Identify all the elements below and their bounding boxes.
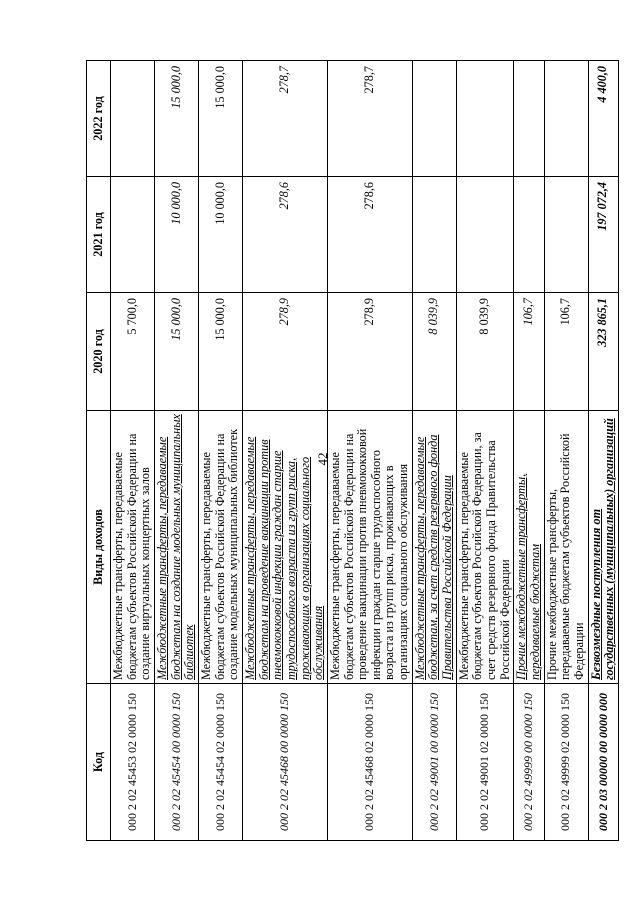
row-2021: [412, 177, 456, 293]
row-code: 000 2 02 49001 00 0000 150: [412, 684, 456, 841]
row-2021: 10 000,0: [154, 177, 198, 293]
row-2020: 278,9: [327, 293, 412, 411]
row-2020: 8 039,9: [456, 293, 514, 411]
row-2022: 15 000,0: [198, 61, 242, 177]
row-code: 000 2 02 49001 02 0000 150: [456, 684, 514, 841]
row-2020: 5 700,0: [111, 293, 155, 411]
row-name: Прочие межбюджетные трансферты, передаваемые бюджетам: [514, 411, 544, 684]
table-row: [154, 61, 198, 841]
rotated-table-area: [86, 61, 617, 841]
row-2020: 323 865,1: [588, 293, 618, 411]
revenue-table: [86, 60, 619, 841]
header-name: Виды доходов: [87, 411, 111, 684]
row-code: 000 2 02 45454 00 0000 150: [154, 684, 198, 841]
row-code: 000 2 02 45468 02 0000 150: [327, 684, 412, 841]
row-2022: [456, 61, 514, 177]
table-wrap: [86, 61, 617, 841]
row-2020: 106,7: [544, 293, 588, 411]
table-header-row: [87, 61, 111, 841]
table-row: [327, 61, 412, 841]
row-2022: [412, 61, 456, 177]
row-name: Межбюджетные трансферты, передаваемые бюджетам субъектов Российской Федерации, за счет средств резервного фонда Правительства Российской Федерации: [456, 411, 514, 684]
row-name: Межбюджетные трансферты, передаваемые бюджетам на проведение вакцинации против пневмококковой инфекции граждан старше трудоспособного возраста из групп риска, проживающих в организациях социального обслуживания: [242, 411, 327, 684]
row-2022: [111, 61, 155, 177]
header-code: Код: [87, 684, 111, 841]
table-row: [514, 61, 544, 841]
row-2020: 8 039,9: [412, 293, 456, 411]
row-name: Межбюджетные трансферты, передаваемые бюджетам, за счет средств резервного фонда Правительства Российской Федерации: [412, 411, 456, 684]
row-2021: 10 000,0: [198, 177, 242, 293]
table-row: [242, 61, 327, 841]
row-2022: 15 000,0: [154, 61, 198, 177]
row-code: 000 2 02 45454 02 0000 150: [198, 684, 242, 841]
row-code: 000 2 02 45468 00 0000 150: [242, 684, 327, 841]
table-row: [198, 61, 242, 841]
row-2020: 15 000,0: [198, 293, 242, 411]
row-code: 000 2 02 45453 02 0000 150: [111, 684, 155, 841]
row-2020: 278,9: [242, 293, 327, 411]
table-row: [412, 61, 456, 841]
row-code: 000 2 03 00000 00 0000 000: [588, 684, 618, 841]
row-name: Межбюджетные трансферты, передаваемые бюджетам субъектов Российской Федерации на проведение вакцинации против пневмококковой инфекции граждан старше трудоспособного возраста из групп риска, проживающих в организациях социального обслуживания: [327, 411, 412, 684]
row-name: Межбюджетные трансферты, передаваемые бюджетам субъектов Российской Федерации на создание модельных муниципальных библиотек: [198, 411, 242, 684]
row-name: Безвозмездные поступления от государственных (муниципальных) организаций: [588, 411, 618, 684]
row-2022: 278,7: [242, 61, 327, 177]
header-2022: 2022 год: [87, 61, 111, 177]
header-2020: 2020 год: [87, 293, 111, 411]
row-2021: 278,6: [327, 177, 412, 293]
page-number: 42: [315, 452, 330, 466]
row-2022: 278,7: [327, 61, 412, 177]
row-2022: [544, 61, 588, 177]
row-2021: [456, 177, 514, 293]
row-name: Прочие межбюджетные трансферты, передаваемые бюджетам субъектов Российской Федерации: [544, 411, 588, 684]
row-2020: 15 000,0: [154, 293, 198, 411]
row-name: Межбюджетные трансферты, передаваемые бюджетам субъектов Российской Федерации на создание виртуальных концертных залов: [111, 411, 155, 684]
table-row: [456, 61, 514, 841]
row-2021: 278,6: [242, 177, 327, 293]
row-2021: [111, 177, 155, 293]
row-2022: [514, 61, 544, 177]
row-2021: 197 072,4: [588, 177, 618, 293]
row-2021: [514, 177, 544, 293]
header-2021: 2021 год: [87, 177, 111, 293]
row-code: 000 2 02 49999 02 0000 150: [544, 684, 588, 841]
row-code: 000 2 02 49999 00 0000 150: [514, 684, 544, 841]
row-2022: 4 400,0: [588, 61, 618, 177]
row-name: Межбюджетные трансферты, передаваемые бюджетам на создание модельных муниципальных библиотек: [154, 411, 198, 684]
row-2020: 106,7: [514, 293, 544, 411]
row-2021: [544, 177, 588, 293]
table-row-total: [588, 61, 618, 841]
table-row: [111, 61, 155, 841]
table-row: [544, 61, 588, 841]
